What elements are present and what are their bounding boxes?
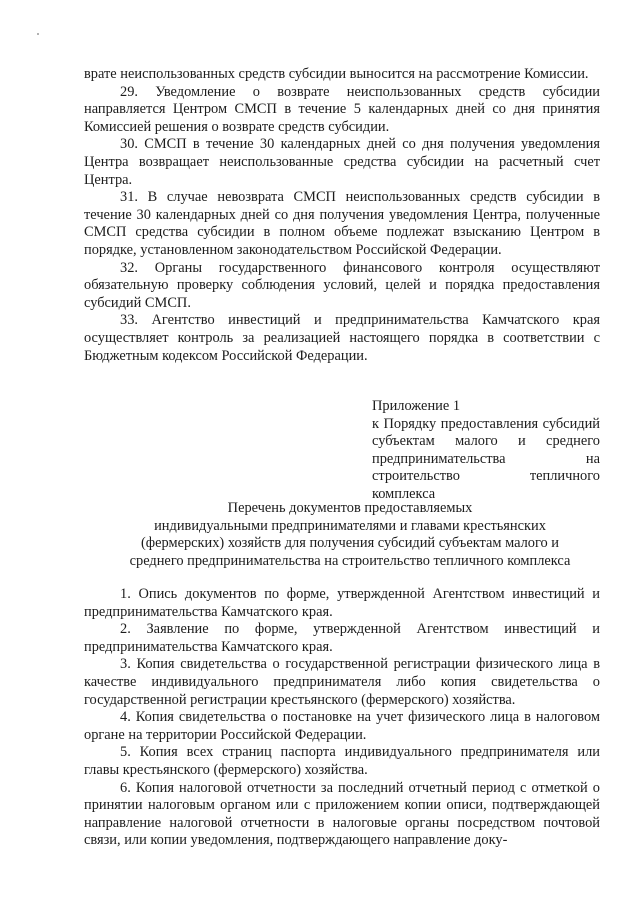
paragraph-31: 31. В случае невозврата СМСП неиспользованных средств субсидии в течение 30 календарных дней со дня получения уведомления Центра, полученные СМСП средства субсидии в полном объеме подлежат взысканию Центром в порядке, установленном законодательством Российской Федерации. [84, 189, 600, 258]
documents-list [84, 586, 600, 850]
paragraph-29: 29. Уведомление о возврате неиспользованных средств субсидии направляется Центром СМСП в течение 5 календарных дней со дня принятия Комиссией решения о возврате средств субсидии. [84, 83, 600, 135]
heading-line: среднего предпринимательства на строительство тепличного комплекса [129, 552, 571, 569]
paragraph-30: 30. СМСП в течение 30 календарных дней со дня получения уведомления Центра возвращает неиспользованные средства субсидии на расчетный счет Центра. [84, 136, 600, 188]
list-item: 2. Заявление по форме, утвержденной Агентством инвестиций и предпринимательства Камчатского края. [84, 621, 600, 655]
list-item: 1. Опись документов по форме, утвержденной Агентством инвестиций и предпринимательства Камчатского края. [84, 586, 600, 620]
appendix-block [372, 398, 600, 504]
heading-line: (фермерских) хозяйств для получения субсидий субъектам малого и [140, 535, 560, 552]
list-item: 4. Копия свидетельства о постановке на учет физического лица в налоговом органе на территории Российской Федерации. [84, 709, 600, 743]
list-item: 6. Копия налоговой отчетности за последний отчетный период с отметкой о принятии налоговым органом или с приложением копии описи, подтверждающей направление налоговой отчетности в налоговые органы посредством почтовой связи, или копии уведомления, подтверждающего направление доку- [84, 779, 600, 849]
heading-line: Перечень документов предоставляемых [227, 500, 473, 516]
paragraph-32: 32. Органы государственного финансового контроля осуществляют обязательную проверку соблюдения условий, целей и порядка предоставления субсидий СМСП. [84, 259, 600, 311]
list-item: 3. Копия свидетельства о государственной регистрации физического лица в качестве индивидуального предпринимателя либо копия свидетельства о государственной регистрации крестьянского (фермерского) хозяйства. [84, 656, 600, 708]
list-item: 5. Копия всех страниц паспорта индивидуального предпринимателя или главы крестьянского (фермерского) хозяйства. [84, 744, 600, 778]
paragraph-continuation: врате неиспользованных средств субсидии выносится на рассмотрение Комиссии. [84, 66, 589, 82]
appendix-text: к Порядку предоставления субсидий субъектам малого и среднего предпринимательства на строительство тепличного комплекса [372, 415, 600, 502]
paragraph-33: 33. Агентство инвестиций и предпринимательства Камчатского края осуществляет контроль за реализацией настоящего порядка в соответствии с Бюджетным кодексом Российской Федерации. [84, 312, 600, 364]
scan-dot [37, 33, 39, 35]
document-list-heading [90, 500, 610, 570]
heading-line: индивидуальными предпринимателями и главами крестьянских [154, 517, 546, 534]
top-paragraphs [84, 66, 600, 365]
appendix-title: Приложение 1 [372, 398, 461, 414]
